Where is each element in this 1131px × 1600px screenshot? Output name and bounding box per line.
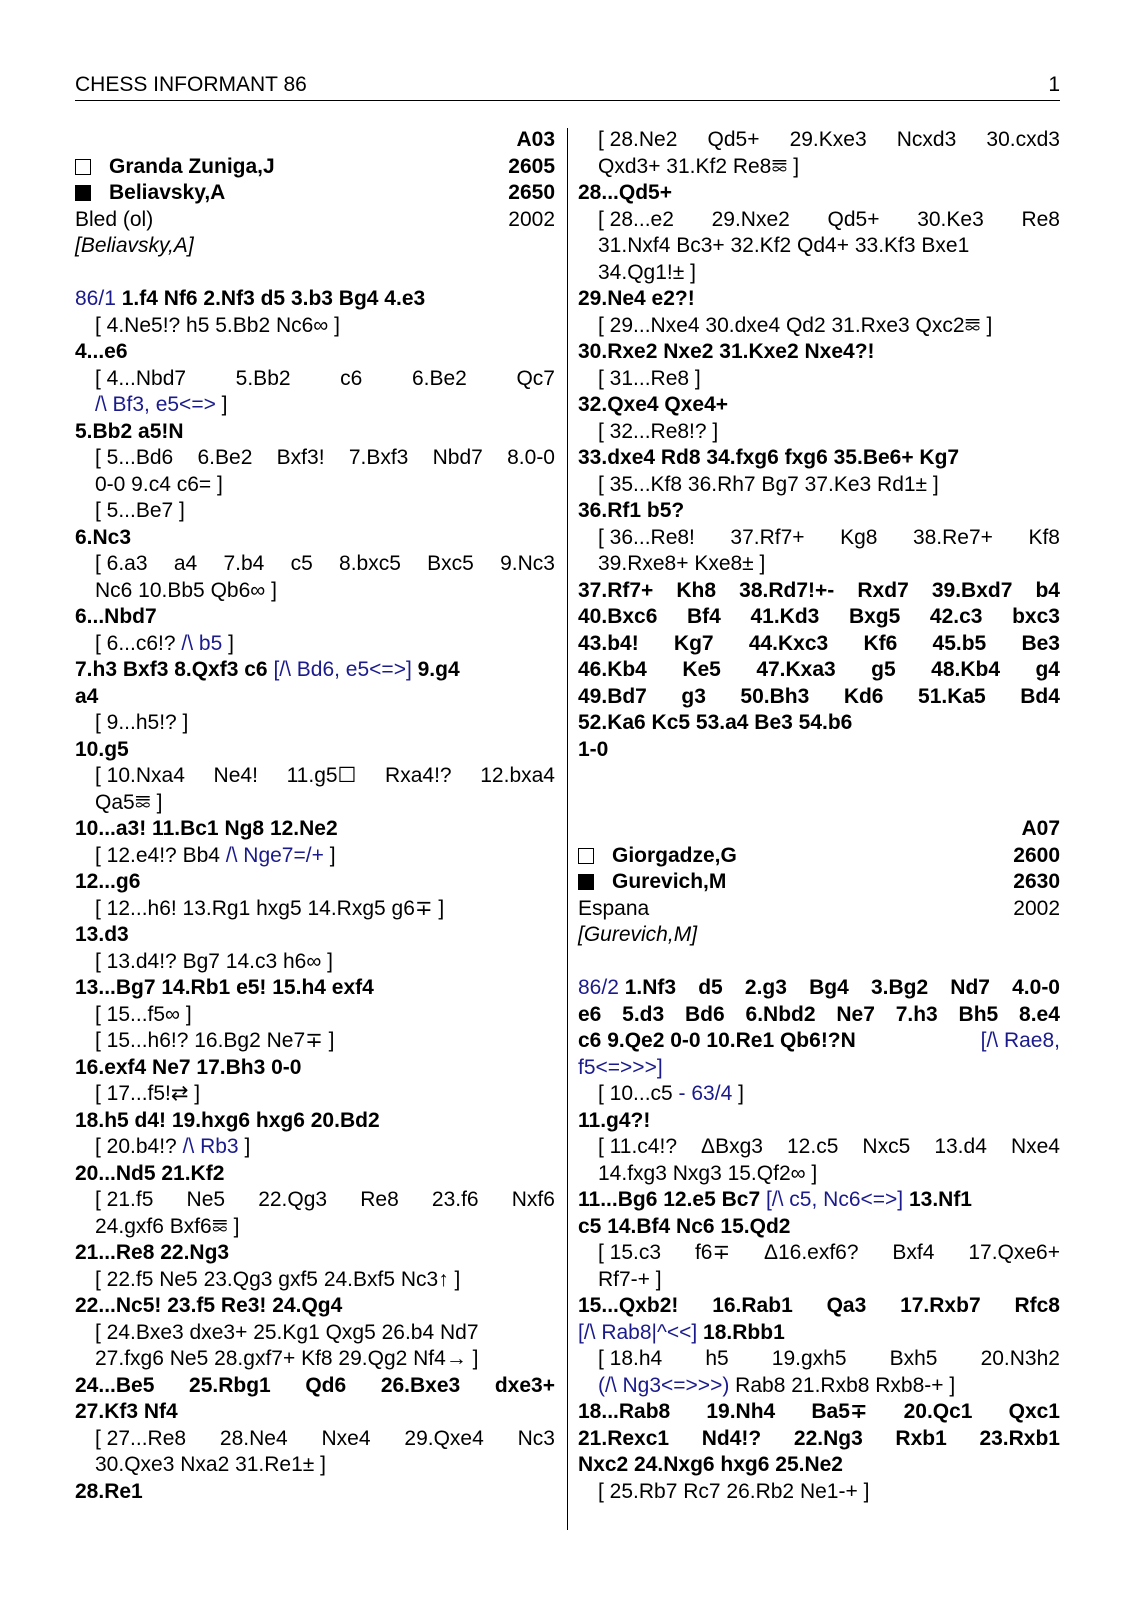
move-line: 24...Be5 25.Rbg1 Qd6 26.Bxe3 dxe3+ <box>75 1373 555 1397</box>
move-line: 7.h3 Bxf3 8.Qxf3 c6 [/\ Bd6, e5<=>] 9.g4 <box>75 658 460 681</box>
variation: [ 36...Re8! 37.Rf7+ Kg8 38.Re7+ Kf8 <box>598 525 1060 549</box>
variation: [ 21.f5 Ne5 22.Qg3 Re8 23.f6 Nxf6 <box>95 1188 555 1211</box>
white-player-row <box>578 843 1060 870</box>
game-id: 86/1 <box>75 287 116 310</box>
move-line: c5 14.Bf4 Nc6 15.Qd2 <box>578 1214 791 1238</box>
move-line: 13.d3 <box>75 923 129 946</box>
variation: [ 15...f5∞ ] <box>95 1002 192 1026</box>
variation: [ 24.Bxe3 dxe3+ 25.Kg1 Qxg5 26.b4 Nd7 <box>95 1320 479 1344</box>
game-id: 86/2 <box>578 976 619 999</box>
eco-code: A03 <box>516 128 555 151</box>
move-line: 10...a3! 11.Bc1 Ng8 12.Ne2 <box>75 817 338 840</box>
move-line: 21...Re8 22.Ng3 <box>75 1241 230 1264</box>
black-player: Beliavsky,A <box>109 181 226 204</box>
variation: [ 29...Nxe4 30.dxe4 Qd2 31.Rxe3 Qxc2⯹ ] <box>598 313 993 337</box>
eco-code: A07 <box>1021 817 1060 840</box>
variation: 24.gxf6 Bxf6⯹ ] <box>95 1214 240 1238</box>
move-line: 37.Rf7+ Kh8 38.Rd7!+- Rxd7 39.Bxd7 b4 <box>578 578 1060 602</box>
variation: [ 11.c4!? ΔBxg3 12.c5 Nxc5 13.d4 Nxe4 <box>598 1135 1060 1158</box>
move-line: c6 9.Qe2 0-0 10.Re1 Qb6!?N [/\ Rae8, <box>578 1029 1060 1052</box>
variation: [ 6...c6!? /\ b5 ] <box>95 631 234 655</box>
white-rating: 2600 <box>1013 843 1060 867</box>
variation: [ 20.b4!? /\ Rb3 ] <box>95 1135 251 1158</box>
variation: [ 15...h6!? 16.Bg2 Ne7∓ ] <box>95 1029 335 1052</box>
move-line: 86/2 1.Nf3 d5 2.g3 Bg4 3.Bg2 Nd7 4.0-0 <box>578 976 1060 999</box>
black-square-icon <box>75 185 91 201</box>
white-player-row <box>75 154 555 181</box>
move-line: 32.Qxe4 Qxe4+ <box>578 393 729 416</box>
variation: (/\ Ng3<=>>>) Rab8 21.Rxb8 Rxb8-+ ] <box>598 1373 956 1397</box>
year: 2002 <box>508 207 555 231</box>
page-header <box>75 73 1060 101</box>
variation: Rf7-+ ] <box>598 1267 662 1291</box>
move-line: 13...Bg7 14.Rb1 e5! 15.h4 exf4 <box>75 976 374 999</box>
move-line: 28...Qd5+ <box>578 181 672 204</box>
move-line: 86/1 1.f4 Nf6 2.Nf3 d5 3.b3 Bg4 4.e3 <box>75 287 426 310</box>
variation: 14.fxg3 Nxg3 15.Qf2∞ ] <box>598 1161 818 1185</box>
year: 2002 <box>1013 896 1060 920</box>
move-line: 36.Rf1 b5? <box>578 499 685 522</box>
move-line: 11.g4?! <box>578 1108 651 1132</box>
black-rating: 2650 <box>508 181 555 204</box>
annotator: [Beliavsky,A] <box>75 234 194 257</box>
variation: [ 18.h4 h5 19.gxh5 Bxh5 20.N3h2 <box>598 1347 1060 1370</box>
variation: 39.Rxe8+ Kxe8± ] <box>598 552 766 575</box>
move-line: 18.h5 d4! 19.hxg6 hxg6 20.Bd2 <box>75 1108 380 1132</box>
variation: 34.Qg1!± ] <box>598 260 696 284</box>
move-line: 52.Ka6 Kc5 53.a4 Be3 54.b6 <box>578 711 853 734</box>
variation: [ 12...h6! 13.Rg1 hxg5 14.Rxg5 g6∓ ] <box>95 896 445 920</box>
event-row <box>75 207 555 234</box>
white-rating: 2605 <box>508 154 555 178</box>
page-number: 1 <box>1048 73 1060 96</box>
event: Bled (ol) <box>75 207 154 231</box>
variation: 0-0 9.c4 c6= ] <box>95 472 223 496</box>
variation: [ 10.Nxa4 Ne4! 11.g5☐ Rxa4!? 12.bxa4 <box>95 764 555 787</box>
move-line: 22...Nc5! 23.f5 Re3! 24.Qg4 <box>75 1294 343 1317</box>
move-line: 12...g6 <box>75 870 141 893</box>
variation: [ 13.d4!? Bg7 14.c3 h6∞ ] <box>95 949 333 973</box>
variation: 31.Nxf4 Bc3+ 32.Kf2 Qd4+ 33.Kf3 Bxe1 <box>598 234 970 257</box>
variation: [ 10...c5 - 63/4 ] <box>598 1082 744 1105</box>
event-row <box>578 896 1060 923</box>
left-column <box>75 127 555 1505</box>
black-player-row <box>578 869 1060 896</box>
variation: [ 5...Be7 ] <box>95 499 185 522</box>
variation: [ 22.f5 Ne5 23.Qg3 gxf5 24.Bxf5 Nc3↑ ] <box>95 1267 461 1291</box>
move-line: 28.Re1 <box>75 1479 143 1503</box>
move-line: 40.Bxc6 Bf4 41.Kd3 Bxg5 42.c3 bxc3 <box>578 605 1060 628</box>
move-line: Nxc2 24.Nxg6 hxg6 25.Ne2 <box>578 1453 843 1476</box>
move-line: 27.Kf3 Nf4 <box>75 1400 178 1423</box>
game-result: 1-0 <box>578 737 609 761</box>
black-player: Gurevich,M <box>612 870 727 893</box>
move-line: 30.Rxe2 Nxe2 31.Kxe2 Nxe4?! <box>578 340 875 363</box>
variation: [ 28.Ne2 Qd5+ 29.Kxe3 Ncxd3 30.cxd3 <box>598 128 1060 151</box>
move-line: 11...Bg6 12.e5 Bc7 [/\ c5, Nc6<=>] 13.Nf1 <box>578 1188 972 1211</box>
variation: [ 35...Kf8 36.Rh7 Bg7 37.Ke3 Rd1± ] <box>598 472 939 496</box>
variation: [ 31...Re8 ] <box>598 366 701 390</box>
move-line: 16.exf4 Ne7 17.Bh3 0-0 <box>75 1055 302 1079</box>
variation: /\ Bf3, e5<=> ] <box>95 393 228 416</box>
move-line: 15...Qxb2! 16.Rab1 Qa3 17.Rxb7 Rfc8 <box>578 1294 1060 1317</box>
column-divider <box>567 128 568 1530</box>
variation: Qxd3+ 31.Kf2 Re8⯹ ] <box>598 154 800 178</box>
variation: [ 15.c3 f6∓ Δ16.exf6? Bxf4 17.Qxe6+ <box>598 1241 1060 1264</box>
variation: [ 27...Re8 28.Ne4 Nxe4 29.Qxe4 Nc3 <box>95 1426 555 1450</box>
white-player: Giorgadze,G <box>612 843 737 867</box>
move-line: 6.Nc3 <box>75 525 132 549</box>
move-line: 4...e6 <box>75 340 128 363</box>
event: Espana <box>578 896 650 920</box>
move-line: 6...Nbd7 <box>75 605 157 628</box>
move-line: 21.Rexc1 Nd4!? 22.Ng3 Rxb1 23.Rxb1 <box>578 1426 1060 1450</box>
move-line: a4 <box>75 684 99 708</box>
move-line: 5.Bb2 a5!N <box>75 419 184 443</box>
move-line: 33.dxe4 Rd8 34.fxg6 fxg6 35.Be6+ Kg7 <box>578 446 960 469</box>
move-line: f5<=>>>] <box>578 1055 663 1079</box>
move-line: 29.Ne4 e2?! <box>578 287 695 310</box>
black-player-row <box>75 180 555 207</box>
variation: [ 5...Bd6 6.Be2 Bxf3! 7.Bxf3 Nbd7 8.0-0 <box>95 446 555 469</box>
black-square-icon <box>578 874 594 890</box>
move-line: e6 5.d3 Bd6 6.Nbd2 Ne7 7.h3 Bh5 8.e4 <box>578 1002 1060 1026</box>
journal-title: CHESS INFORMANT 86 <box>75 73 307 96</box>
variation: [ 9...h5!? ] <box>95 711 189 734</box>
variation: [ 17...f5!⇄ ] <box>95 1082 201 1105</box>
variation: [ 28...e2 29.Nxe2 Qd5+ 30.Ke3 Re8 <box>598 207 1060 231</box>
variation: [ 12.e4!? Bb4 /\ Nge7=/+ ] <box>95 843 336 867</box>
variation: [ 6.a3 a4 7.b4 c5 8.bxc5 Bxc5 9.Nc3 <box>95 552 555 575</box>
variation: 30.Qxe3 Nxa2 31.Re1± ] <box>95 1453 326 1476</box>
variation: Qa5⯹ ] <box>95 790 163 814</box>
variation: 27.fxg6 Ne5 28.gxf7+ Kf8 29.Qg2 Nf4→ ] <box>95 1347 479 1370</box>
move-line: 43.b4! Kg7 44.Kxc3 Kf6 45.b5 Be3 <box>578 631 1060 655</box>
variation: [ 32...Re8!? ] <box>598 419 719 443</box>
white-player: Granda Zuniga,J <box>109 154 275 178</box>
variation: [ 4...Nbd7 5.Bb2 c6 6.Be2 Qc7 <box>95 366 555 390</box>
move-line: 18...Rab8 19.Nh4 Ba5∓ 20.Qc1 Qxc1 <box>578 1400 1060 1423</box>
white-square-icon <box>578 848 594 864</box>
move-line: [/\ Rab8|^<<] 18.Rbb1 <box>578 1320 785 1344</box>
annotator: [Gurevich,M] <box>578 923 698 946</box>
right-column <box>578 127 1060 1505</box>
variation: [ 4.Ne5!? h5 5.Bb2 Nc6∞ ] <box>95 313 340 337</box>
variation: [ 25.Rb7 Rc7 26.Rb2 Ne1-+ ] <box>598 1479 870 1503</box>
move-line: 46.Kb4 Ke5 47.Kxa3 g5 48.Kb4 g4 <box>578 658 1060 681</box>
move-line: 49.Bd7 g3 50.Bh3 Kd6 51.Ka5 Bd4 <box>578 684 1060 708</box>
variation: Nc6 10.Bb5 Qb6∞ ] <box>95 578 277 602</box>
white-square-icon <box>75 159 91 175</box>
black-rating: 2630 <box>1013 870 1060 893</box>
move-line: 10.g5 <box>75 737 129 761</box>
move-line: 20...Nd5 21.Kf2 <box>75 1161 225 1185</box>
